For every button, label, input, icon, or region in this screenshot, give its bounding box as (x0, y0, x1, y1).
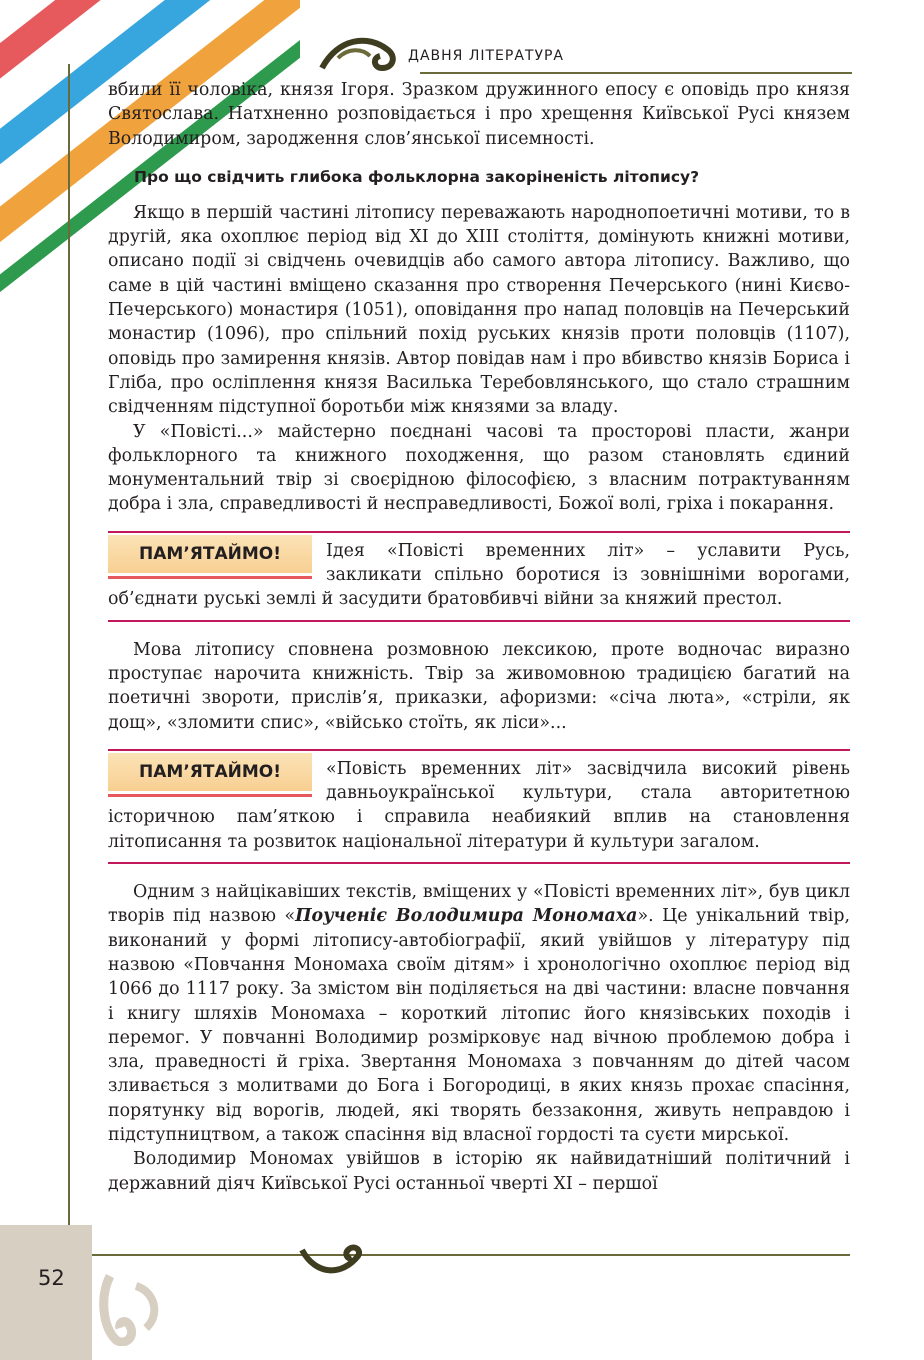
paragraph: Володимир Мономах увійшов в історію як найвидатніший політичний і державний діяч Київської Русі останньої чверті ХІ – першої (108, 1149, 850, 1194)
remember-box (108, 749, 850, 864)
margin-panel (0, 1225, 92, 1360)
remember-text: «Повість временних літ» засвідчила високий рівень давньоукраїнської культури, стала авторитетною історичною пам’яткою і справила неабиякий вплив на становлення літописання та розвиток національної літератури й культури загалом. (108, 758, 850, 852)
paragraph: Мова літопису сповнена розмовною лексикою, проте водночас виразно проступає нарочита книжність. Твір за живомовною традицією багатий на поетичні звороти, прислів’я, приказки, афоризми: «січа люта», «стріли, як дощ», «зломити спис», «військо стоїть, як ліси»... (108, 639, 850, 733)
page-ornament-icon (96, 1266, 166, 1346)
footer-ornament (296, 1240, 366, 1280)
page-number: 52 (38, 1266, 65, 1290)
paragraph: Якщо в першій частині літопису переважають народнопоетичні мотиви, то в другій, яка охоплює період від ХІ до ХІІІ століття, домінують книжні мотиви, описано події зі свідчень очевидців або самого автора літопису. Важливо, що саме в цій частині вміщено сказання про створення Печерського (нині Києво-Печерського) монастиря (1051), оповідання про напад половців на Печерський монастир (1096), про спільний похід руських князів проти половців (1107), оповідь про замирення князів. Автор повідав нам і про вбивство князів Бориса і Гліба, про осліплення князя Василька Теребовлянського, що стало страшним свідченням підступної боротьби між князями за владу. (108, 202, 850, 418)
text-run: Одним з найцікавіших текстів, вміщених у «Повісті временних літ», був цикл творів під назвою « (108, 882, 850, 927)
work-title: Поученіє Володимира Мономаха (295, 906, 638, 927)
section-title: ДАВНЯ ЛІТЕРАТУРА (408, 48, 564, 64)
remember-badge: ПАМ’ЯТАЙМО! (108, 753, 312, 791)
remember-box (108, 531, 850, 622)
left-frame-line (68, 64, 70, 1254)
remember-text: Ідея «Повісті временних літ» – уславити Русь, закликати спільно боротися із зовнішніми ворогами, об’єднати руські землі й засудити братовбивчі війни за княжий престол. (108, 540, 850, 610)
header-ornament (318, 28, 402, 76)
text-run: ». Це унікальний твір, виконаний у формі літопису-автобіографії, який увійшов у літературу під назвою «Повчання Мономаха своїм дітям» і хронологічно охоплює період від 1066 до 1117 року. За змістом він поділяється на дві частини: власне повчання і книгу шляхів Мономаха – короткий літопис його князівських походів і перемог. У повчанні Володимир розмірковує над вічною проблемою добра і зла, праведності й гріха. Звертання Мономаха з повчанням до дітей часом зливається з молитвами до Бога і Богородиці, в яких князь прохає спасіння, порятунку від ворогів, людей, які творять беззаконня, живуть неправдою і підступництвом, а також спасіння від власної гордості та суєти мирської. (108, 906, 850, 1145)
paragraph (108, 880, 850, 1147)
bottom-rule (70, 1254, 850, 1256)
remember-badge: ПАМ’ЯТАЙМО! (108, 535, 312, 573)
paragraph: У «Повісті...» майстерно поєднані часові та просторові пласти, жанри фольклорного та книжного походження, що разом становлять єдиний монументальний твір зі своєрідною філософією, з власним потрактуванням добра і зла, справедливості й несправедливості, Божої волі, гріха і покарання. (108, 421, 850, 515)
header-rule (420, 72, 852, 74)
paragraph: вбили її чоловіка, князя Ігоря. Зразком дружинного епосу є оповідь про князя Святослава. Натхненно розповідається і про хрещення Київської Русі князем Володимиром, зародження слов’янської писемності. (108, 80, 850, 149)
question-heading: Про що свідчить глибока фольклорна закоріненість літопису? (134, 167, 700, 186)
page-content (108, 78, 850, 1196)
